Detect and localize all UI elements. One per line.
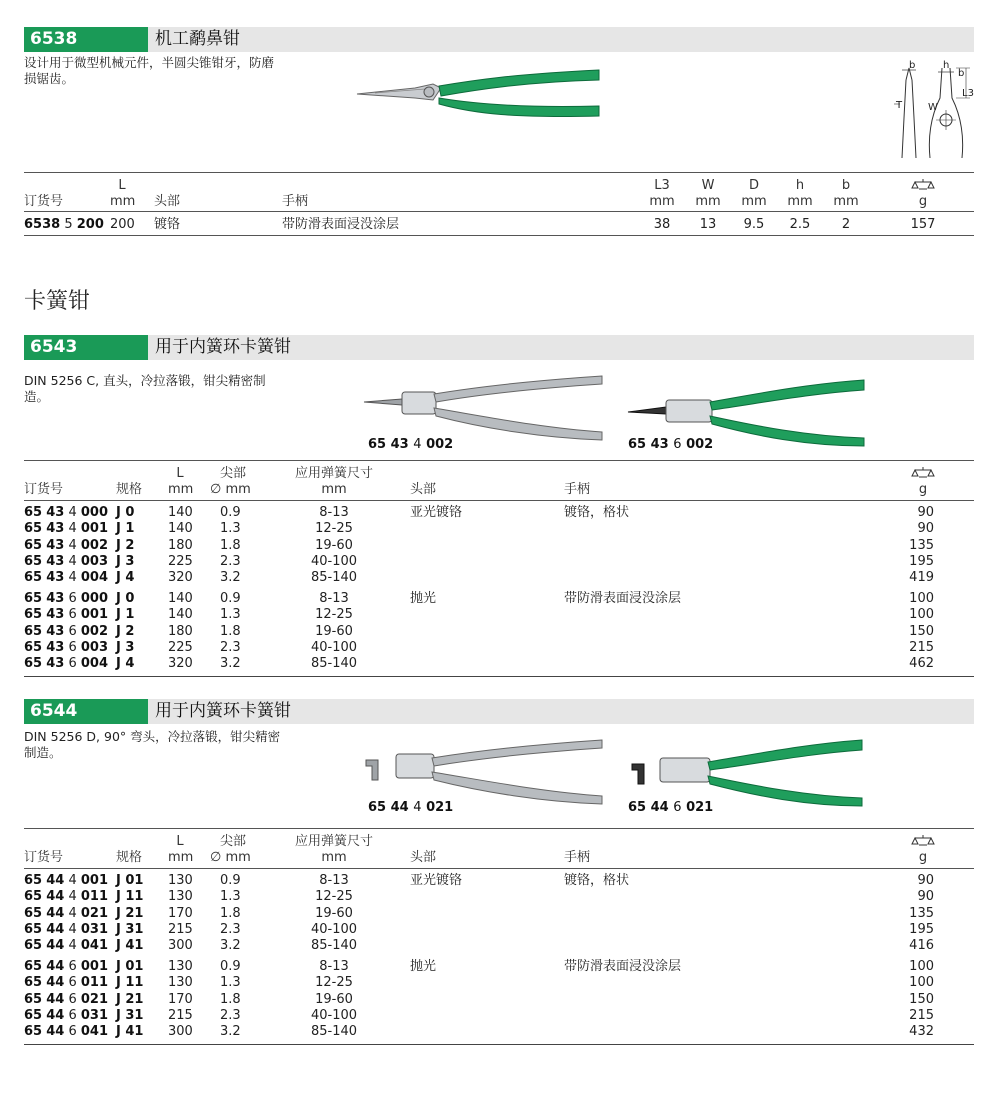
cell-order-no: 65 43 6 002 (24, 623, 109, 639)
diagram-label-t: T (896, 100, 903, 111)
cell-ring-size: 12-25 (315, 521, 353, 537)
header-ring-unit: mm (321, 482, 347, 497)
section-code: 6543 (24, 335, 148, 360)
header-weight: g (918, 482, 928, 497)
cell-weight: 432 (909, 1024, 934, 1040)
cell-tip: 1.8 (220, 623, 241, 639)
diagram-label-w: W (928, 102, 938, 113)
cell-weight: 419 (909, 570, 934, 586)
cell-ring-size: 19-60 (315, 537, 353, 553)
cell-l: 140 (168, 591, 193, 606)
header-h: h (795, 178, 805, 193)
cell-tip: 2.3 (220, 921, 241, 937)
cell-order-no: 65 44 4 041 (24, 938, 109, 954)
cell-spec: J 1 (116, 607, 135, 623)
cell-weight: 100 (909, 959, 934, 974)
cell-tip: 3.2 (220, 570, 241, 586)
cell-tip: 2.3 (220, 553, 241, 569)
cell-tip: 0.9 (220, 591, 241, 606)
header-tip-unit: ∅ mm (210, 850, 251, 865)
weight-scale-icon (912, 466, 934, 478)
cell-order-no: 65 43 6 000 (24, 591, 109, 606)
cell-weight: 90 (917, 521, 934, 537)
cell-spec: J 11 (116, 889, 144, 905)
diagram-label-l3: L3 (962, 88, 974, 99)
header-w: W (701, 178, 715, 193)
header-handle: 手柄 (564, 850, 591, 865)
header-w-unit: mm (695, 194, 721, 209)
cell-ring-size: 40-100 (310, 921, 358, 937)
cell-ring-size: 85-140 (310, 656, 358, 672)
section-header-6538 (24, 27, 974, 52)
cell-weight: 215 (909, 639, 934, 655)
section-title: 机工鹬鼻钳 (155, 29, 240, 49)
cell-spec: J 3 (116, 553, 135, 569)
cell-l: 170 (168, 905, 193, 921)
cell-spec: J 21 (116, 905, 144, 921)
cell-order-no: 65 44 4 021 (24, 905, 109, 921)
cell-ring-size: 12-25 (315, 607, 353, 623)
cell-l: 180 (168, 537, 193, 553)
cell-order-no: 65 44 6 001 (24, 959, 109, 974)
cell-l: 130 (168, 975, 193, 991)
cell-l: 320 (168, 570, 193, 586)
section-header-6544 (24, 699, 974, 724)
cell-l: 215 (168, 921, 193, 937)
header-weight: g (918, 850, 928, 865)
bent-circlip-pliers-green-image (626, 734, 872, 806)
header-order: 订货号 (24, 482, 64, 497)
diagram-label-b: b (909, 60, 916, 71)
cell-tip: 3.2 (220, 656, 241, 672)
cell-spec: J 21 (116, 991, 144, 1007)
product-description: DIN 5256 D, 90° 弯头，冷拉落锻，钳尖精密制造。 (24, 729, 281, 760)
section-code: 6544 (24, 699, 148, 724)
header-tip-unit: ∅ mm (210, 482, 251, 497)
cell-d: 9.5 (743, 217, 765, 232)
section-code: 6538 (24, 27, 148, 52)
cell-l: 300 (168, 938, 193, 954)
cell-tip: 3.2 (220, 938, 241, 954)
header-b: b (841, 178, 851, 193)
cell-ring-size: 19-60 (315, 905, 353, 921)
table-rule (24, 868, 974, 869)
section-header-6543 (24, 335, 974, 360)
cell-order-no: 65 43 6 001 (24, 607, 109, 623)
cell-ring-size: 8-13 (319, 959, 349, 974)
cell-handle: 带防滑表面浸没涂层 (564, 591, 682, 606)
cell-head: 抛光 (410, 959, 437, 974)
cell-weight: 135 (909, 905, 934, 921)
header-weight: g (918, 194, 928, 209)
cell-tip: 1.8 (220, 905, 241, 921)
cell-spec: J 11 (116, 975, 144, 991)
cell-ring-size: 12-25 (315, 889, 353, 905)
cell-tip: 1.3 (220, 607, 241, 623)
header-tip: 尖部 (219, 834, 246, 849)
cell-spec: J 2 (116, 537, 135, 553)
cell-spec: J 41 (116, 1024, 144, 1040)
cell-l: 130 (168, 889, 193, 905)
cell-l: 320 (168, 656, 193, 672)
cell-weight: 90 (917, 505, 934, 520)
header-spec: 规格 (116, 850, 143, 865)
diagram-label-b2: b (958, 68, 965, 79)
cell-tip: 1.8 (220, 991, 241, 1007)
table-rule (24, 828, 974, 829)
table-rule (24, 235, 974, 236)
cell-handle: 带防滑表面浸没涂层 (564, 959, 682, 974)
cell-weight: 416 (909, 938, 934, 954)
cell-ring-size: 19-60 (315, 991, 353, 1007)
header-d: D (748, 178, 759, 193)
header-head: 头部 (410, 850, 437, 865)
cell-order-no: 65 44 6 031 (24, 1007, 109, 1023)
cell-weight: 100 (909, 975, 934, 991)
cell-spec: J 31 (116, 1007, 144, 1023)
cell-ring-size: 19-60 (315, 623, 353, 639)
cell-weight: 100 (909, 591, 934, 606)
cell-l: 140 (168, 607, 193, 623)
cell-tip: 2.3 (220, 1007, 241, 1023)
cell-order-no: 65 44 4 031 (24, 921, 109, 937)
cell-order-no: 65 43 4 000 (24, 505, 109, 520)
cell-tip: 2.3 (220, 639, 241, 655)
cell-l: 225 (168, 553, 193, 569)
snipe-nose-pliers-image (355, 62, 605, 122)
diagram-label-h: h (943, 60, 950, 71)
cell-spec: J 0 (116, 591, 135, 606)
cell-spec: J 4 (116, 656, 135, 672)
weight-scale-icon (912, 178, 934, 190)
cell-spec: J 01 (116, 959, 144, 974)
table-rule (24, 676, 974, 677)
cell-weight: 195 (909, 553, 934, 569)
cell-l: 180 (168, 623, 193, 639)
header-head: 头部 (154, 194, 181, 209)
cell-tip: 3.2 (220, 1024, 241, 1040)
cell-l: 300 (168, 1024, 193, 1040)
header-l: L (176, 834, 184, 849)
cell-l: 215 (168, 1007, 193, 1023)
cell-tip: 0.9 (220, 873, 241, 888)
cell-h: 2.5 (789, 217, 811, 232)
header-head: 头部 (410, 482, 437, 497)
cell-ring-size: 40-100 (310, 639, 358, 655)
cell-ring-size: 8-13 (319, 505, 349, 520)
cell-spec: J 41 (116, 938, 144, 954)
circlip-pliers-chrome-image (362, 372, 608, 442)
header-handle: 手柄 (564, 482, 591, 497)
cell-handle: 镀铬，格状 (564, 505, 630, 520)
cell-weight: 157 (910, 217, 936, 232)
image-caption: 65 44 4 021 (368, 800, 454, 815)
header-l-unit: mm (110, 194, 136, 209)
cell-spec: J 0 (116, 505, 135, 520)
spec-table-6544 (24, 828, 974, 1048)
cell-spec: J 2 (116, 623, 135, 639)
header-handle: 手柄 (282, 194, 309, 209)
cell-tip: 1.3 (220, 975, 241, 991)
cell-order-no: 65 43 4 004 (24, 570, 109, 586)
section-title: 用于内簧环卡簧钳 (155, 337, 291, 357)
cell-order-no: 65 44 4 011 (24, 889, 109, 905)
circlip-pliers-green-image (626, 374, 872, 446)
image-caption: 65 43 4 002 (368, 437, 454, 452)
header-l3: L3 (654, 178, 670, 193)
cell-head: 亚光镀铬 (410, 873, 463, 888)
cell-head: 镀铬 (154, 217, 181, 232)
cell-handle: 镀铬，格状 (564, 873, 630, 888)
cell-weight: 90 (917, 889, 934, 905)
cell-weight: 195 (909, 921, 934, 937)
header-l: L (176, 466, 184, 481)
header-tip: 尖部 (219, 466, 246, 481)
header-ring-size: 应用弹簧尺寸 (294, 466, 373, 481)
header-order: 订货号 (24, 194, 64, 209)
cell-spec: J 3 (116, 639, 135, 655)
product-description: 设计用于微型机械元件，半圆尖锥钳牙，防磨损锯齿。 (24, 55, 275, 86)
header-l-unit: mm (168, 482, 194, 497)
header-d-unit: mm (741, 194, 767, 209)
cell-weight: 462 (909, 656, 934, 672)
product-description: DIN 5256 C, 直头，冷拉落锻，钳尖精密制造。 (24, 373, 266, 404)
header-ring-unit: mm (321, 850, 347, 865)
header-h-unit: mm (787, 194, 813, 209)
cell-tip: 1.3 (220, 889, 241, 905)
cell-l: 200 (110, 217, 135, 232)
cell-b: 2 (841, 217, 851, 232)
cell-l: 140 (168, 505, 193, 520)
cell-tip: 0.9 (220, 959, 241, 974)
cell-order-no: 65 43 4 002 (24, 537, 109, 553)
cell-spec: J 4 (116, 570, 135, 586)
header-l3-unit: mm (649, 194, 675, 209)
cell-order-no: 65 44 6 041 (24, 1024, 109, 1040)
cell-tip: 0.9 (220, 505, 241, 520)
cell-tip: 1.3 (220, 521, 241, 537)
section-title: 用于内簧环卡簧钳 (155, 701, 291, 721)
cell-ring-size: 8-13 (319, 873, 349, 888)
cell-weight: 150 (909, 623, 934, 639)
header-l-unit: mm (168, 850, 194, 865)
cell-order-no: 65 44 6 021 (24, 991, 109, 1007)
cell-ring-size: 40-100 (310, 1007, 358, 1023)
cell-w: 13 (699, 217, 717, 232)
cell-spec: J 1 (116, 521, 135, 537)
cell-l: 170 (168, 991, 193, 1007)
cell-l3: 38 (653, 217, 671, 232)
cell-weight: 215 (909, 1007, 934, 1023)
spec-table-6538 (24, 172, 974, 238)
image-caption: 65 44 6 021 (628, 800, 714, 815)
cell-order-no: 65 44 6 011 (24, 975, 109, 991)
header-l: L (118, 178, 126, 193)
cell-tip: 1.8 (220, 537, 241, 553)
header-spec: 规格 (116, 482, 143, 497)
table-row-order-no: 6538 5 200 (24, 217, 104, 232)
cell-weight: 135 (909, 537, 934, 553)
header-b-unit: mm (833, 194, 859, 209)
table-rule (24, 460, 974, 461)
image-caption: 65 43 6 002 (628, 437, 714, 452)
table-rule (24, 211, 974, 212)
cell-weight: 100 (909, 607, 934, 623)
cell-order-no: 65 44 4 001 (24, 873, 109, 888)
cell-head: 亚光镀铬 (410, 505, 463, 520)
table-rule (24, 500, 974, 501)
cell-handle: 带防滑表面浸没涂层 (282, 217, 400, 232)
cell-spec: J 31 (116, 921, 144, 937)
cell-l: 225 (168, 639, 193, 655)
header-ring-size: 应用弹簧尺寸 (294, 834, 373, 849)
header-order: 订货号 (24, 850, 64, 865)
cell-l: 130 (168, 959, 193, 974)
cell-l: 130 (168, 873, 193, 888)
cell-order-no: 65 43 4 001 (24, 521, 109, 537)
table-rule (24, 172, 974, 173)
cell-ring-size: 40-100 (310, 553, 358, 569)
cell-spec: J 01 (116, 873, 144, 888)
cell-order-no: 65 43 6 003 (24, 639, 109, 655)
cell-ring-size: 12-25 (315, 975, 353, 991)
spec-table-6543 (24, 460, 974, 680)
cell-weight: 90 (917, 873, 934, 888)
cell-ring-size: 85-140 (310, 1024, 358, 1040)
cell-order-no: 65 43 4 003 (24, 553, 109, 569)
page-section-title: 卡簧钳 (24, 289, 91, 314)
bent-circlip-pliers-chrome-image (362, 736, 608, 806)
cell-weight: 150 (909, 991, 934, 1007)
cell-l: 140 (168, 521, 193, 537)
cell-order-no: 65 43 6 004 (24, 656, 109, 672)
cell-ring-size: 85-140 (310, 938, 358, 954)
cell-ring-size: 85-140 (310, 570, 358, 586)
cell-ring-size: 8-13 (319, 591, 349, 606)
cell-head: 抛光 (410, 591, 437, 606)
table-rule (24, 1044, 974, 1045)
weight-scale-icon (912, 834, 934, 846)
